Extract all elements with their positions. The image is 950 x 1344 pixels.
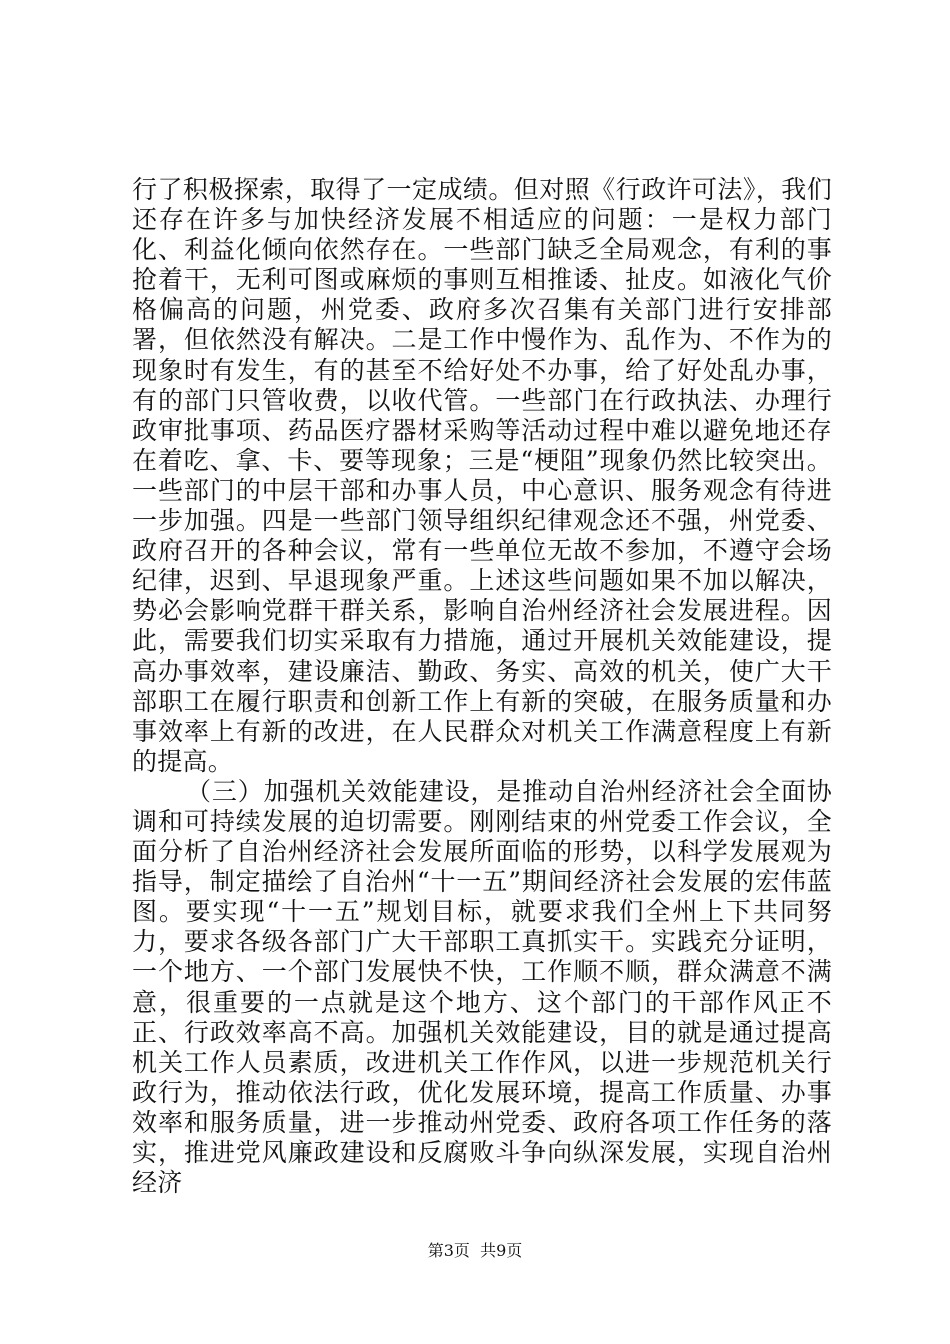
paragraph-continuation: 行了积极探索，取得了一定成绩。但对照《行政许可法》，我们还存在许多与加快经济发展不相适应的问题：一是权力部门化、利益化倾向依然存在。一些部门缺乏全局观念，有利的事抢着干，无利可图或麻烦的事则互相推诿、扯皮。如液化气价格偏高的问题，州党委、政府多次召集有关部门进行安排部署，但依然没有解决。二是工作中慢作为、乱作为、不作为的现象时有发生，有的甚至不给好处不办事，给了好处乱办事，有的部门只管收费，以收代管。一些部门在行政执法、办理行政审批事项、药品医疗器材采购等活动过程中难以避免地还存在着吃、拿、卡、要等现象；三是“梗阻”现象仍然比较突出。一些部门的中层干部和办事人员，中心意识、服务观念有待进一步加强。四是一些部门领导组织纪律观念还不强，州党委、政府召开的各种会议，常有一些单位无故不参加，不遵守会场纪律，迟到、早退现象严重。上述这些问题如果不加以解决，势必会影响党群干群关系，影响自治州经济社会发展进程。因此，需要我们切实采取有力措施，通过开展机关效能建设，提高办事效率，建设廉洁、勤政、务实、高效的机关，使广大干部职工在履行职责和创新工作上有新的突破，在服务质量和办事效率上有新的改进，在人民群众对机关工作满意程度上有新的提高。 — [132, 175, 832, 776]
paragraph-section-three: （三）加强机关效能建设，是推动自治州经济社会全面协调和可持续发展的迫切需要。刚刚结束的州党委工作会议，全面分析了自治州经济社会发展所面临的形势，以科学发展观为指导，制定描绘了自治州“十一五”期间经济社会发展的宏伟蓝图。要实现“十一五”规划目标，就要求我们全州上下共同努力，要求各级各部门广大干部职工真抓实干。实践充分证明，一个地方、一个部门发展快不快，工作顺不顺，群众满意不满意，很重要的一点就是这个地方、这个部门的干部作风正不正、行政效率高不高。加强机关效能建设，目的就是通过提高机关工作人员素质，改进机关工作作风，以进一步规范机关行政行为，推动依法行政，优化发展环境，提高工作质量、办事效率和服务质量，进一步推动州党委、政府各项工作任务的落实，推进党风廉政建设和反腐败斗争向纵深发展，实现自治州经济 — [132, 776, 832, 1198]
body-text — [132, 175, 832, 1198]
page-footer: 第3页 共9页 — [427, 1241, 523, 1260]
